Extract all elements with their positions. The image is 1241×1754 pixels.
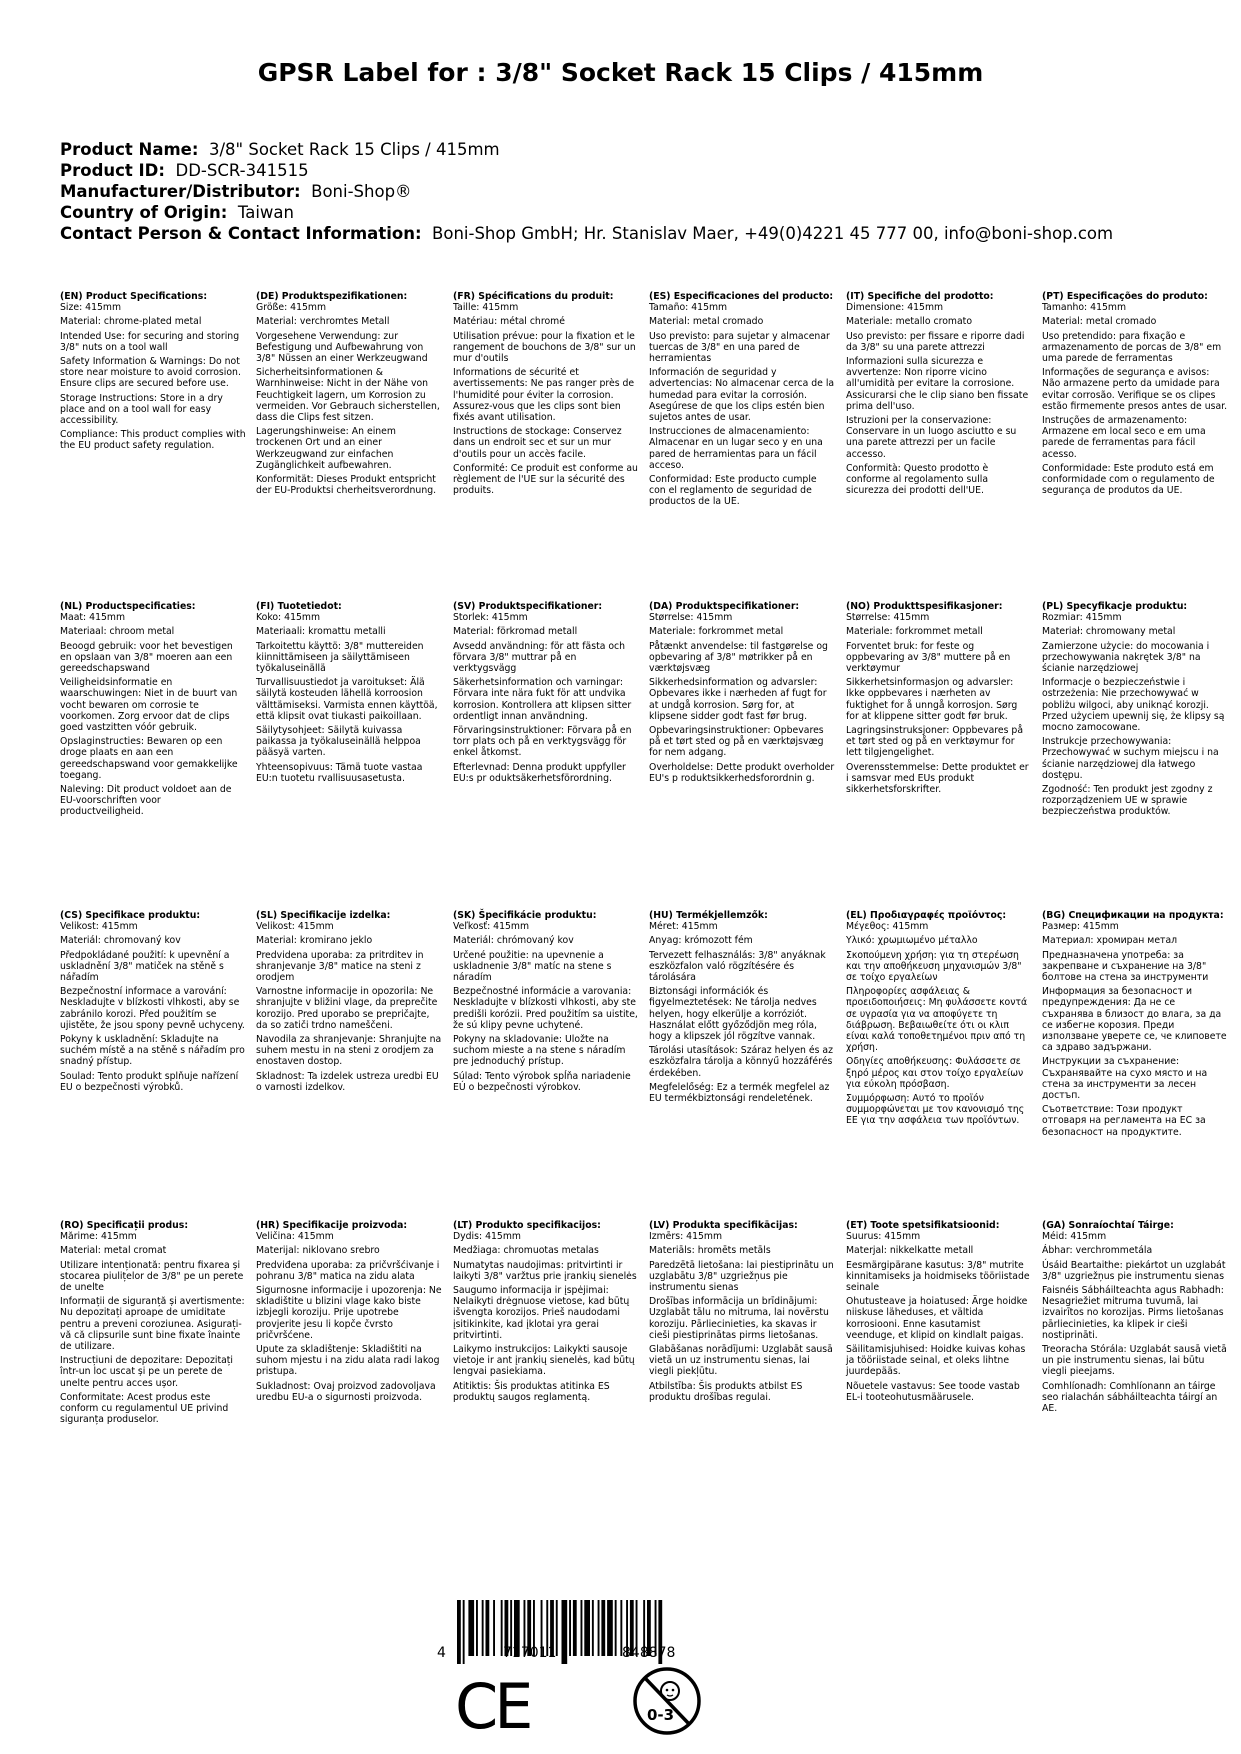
spec-line: Zamierzone użycie: do mocowania i przechowywania nakrętek 3/8" na ścianie narzędziowej — [1042, 640, 1210, 675]
spec-line: Overholdelse: Dette produkt overholder EU's p roduktsikkerhedsforordnin g. — [649, 761, 835, 784]
header-row — [60, 181, 1113, 202]
spec-line: Materiál: chrómovaný kov — [453, 935, 574, 947]
barcode-lead-digit: 4 — [437, 1645, 446, 1661]
spec-block — [649, 910, 835, 1107]
spec-block — [256, 601, 442, 787]
spec-line: Tervezett felhasználás: 3/8" anyáknak eszközfalon való rögzítésére és tárolására — [649, 949, 826, 984]
spec-block — [1042, 1220, 1228, 1417]
spec-block-title: (SV) Produktspecifikationer: — [453, 601, 603, 612]
spec-line: Uso previsto: per fissare e riporre dadi da 3/8" su una parete attrezzi — [846, 330, 1025, 353]
barcode-bar — [584, 1600, 590, 1656]
spec-line: Instructions de stockage: Conservez dans un endroit sec et sur un mur d'outils pour un accès facile. — [453, 426, 622, 460]
spec-block — [846, 601, 1032, 798]
spec-line: Σκοπούμενη χρήση: για τη στερέωση και την αποθήκευση μηχανισμών 3/8" σε τοίχο εργαλείων — [846, 949, 1022, 984]
spec-line: Velikost: 415mm — [256, 921, 334, 933]
spec-block — [256, 1220, 442, 1406]
ce-mark: CE — [455, 1670, 530, 1743]
spec-line: Drošības informācija un brīdinājumi: Uzglabāt tālu no mitruma, lai novērstu koroziju. Pārliecinieties, ka skavas ir cieši piestiprinātas pirms lietošanas. — [649, 1296, 829, 1341]
spec-line: Atbilstība: Šis produkts atbilst ES produktu drošības regulai. — [649, 1380, 803, 1403]
spec-line: Pokyny na skladovanie: Uložte na suchom mieste a na stene s náradím pre jednoduchý prístup. — [453, 1034, 626, 1068]
spec-line: Istruzioni per la conservazione: Conservare in un luogo asciutto e su una parete attrezzi per un facile accesso. — [846, 415, 1017, 460]
spec-line: Storlek: 415mm — [453, 612, 528, 624]
spec-block — [453, 601, 639, 787]
spec-block-title: (BG) Спецификации на продукта: — [1042, 910, 1224, 921]
spec-block-title: (IT) Specifiche del prodotto: — [846, 291, 994, 302]
barcode-bar — [486, 1600, 490, 1656]
spec-line: Conformité: Ce produit est conforme au règlement de l'UE sur la sécurité des produits. — [453, 462, 638, 497]
spec-line: Информация за безопасност и предупреждения: Да не се съхранява в близост до влага, за да се избегне корозия. Преди използване уверете се, че клиповете са здраво задържани. — [1042, 986, 1227, 1054]
spec-block-title: (PT) Especificações do produto: — [1042, 291, 1208, 302]
spec-line: Størrelse: 415mm — [846, 612, 930, 624]
spec-block-title: (DE) Produktspezifikationen: — [256, 291, 408, 302]
spec-line: Säilitamisjuhised: Hoidke kuivas kohas ja tööriistade seinal, et oleks lihtne juurdepääs. — [846, 1344, 1026, 1378]
spec-line: Utilisation prévue: pour la fixation et le rangement de bouchons de 3/8" sur un mur d'outils — [453, 330, 636, 365]
barcode-bar — [592, 1600, 594, 1656]
spec-line: Forventet bruk: for feste og oppbevaring av 3/8" muttere på en verktøymur — [846, 640, 1011, 675]
barcode-bar — [601, 1600, 605, 1656]
spec-line: Laikymo instrukcijos: Laikykti sausoje vietoje ir ant įrankių sienelės, kad būtų lengvai pasiekiama. — [453, 1344, 635, 1378]
spec-line: Upute za skladištenje: Skladištiti na suhom mjestu i na zidu alata radi lakog pristupa. — [256, 1344, 440, 1378]
spec-line: Matériau: métal chromé — [453, 316, 565, 328]
spec-line: Opslaginstructies: Bewaren op een droge plaats en aan een gereedschapswand voor gemakkelijke toegang. — [60, 736, 238, 781]
spec-block-title: (EN) Product Specifications: — [60, 291, 208, 302]
spec-line: Størrelse: 415mm — [649, 612, 733, 624]
spec-line: Vorgesehene Verwendung: zur Befestigung und Aufbewahrung von 3/8" Nüssen an einer Werkzeugwand — [256, 330, 428, 365]
spec-line: Instrukcje przechowywania: Przechowywać w suchym miejscu i na ścianie narzędziowej dla łatwego dostępu. — [1042, 736, 1219, 781]
spec-line: Avsedd användning: för att fästa och förvara 3/8" muttrar på en verktygsvägg — [453, 640, 626, 675]
spec-line: Úsáid Beartaithe: piekártot un uzglabát 3/8" uzgriežņus pie instrumentu sienas — [1042, 1259, 1226, 1282]
barcode-bar — [493, 1600, 495, 1656]
header-label: Product Name: — [60, 140, 199, 159]
header-label: Product ID: — [60, 161, 165, 180]
spec-line: Taille: 415mm — [453, 302, 519, 314]
age-warning-icon — [632, 1665, 702, 1737]
spec-line: Säkerhetsinformation och varningar: Förvara inte nära fukt för att undvika korrosion. Kontrollera att klipsen sitter ordentligt innan användning. — [453, 677, 632, 722]
spec-line: Sikkerhetsinformasjon og advarsler: Ikke oppbevares i nærheten av fuktighet for å unngå korrosjon. Sørg for at klippene sitter godt før bruk. — [846, 677, 1018, 722]
spec-line: Инструкции за съхранение: Съхранявайте на сухо място и на стена за инструменти за лесен достъп. — [1042, 1056, 1208, 1102]
barcode-bar — [468, 1600, 474, 1656]
spec-line: Informazioni sulla sicurezza e avvertenze: Non riporre vicino all'umidità per evitare la corrosione. Assicurarsi che le clip siano ben fissate prima dell'uso. — [846, 356, 1029, 412]
spec-line: Conformidad: Este producto cumple con el reglamento de seguridad de productos de la UE. — [649, 474, 817, 508]
spec-line: Overensstemmelse: Dette produktet er i samsvar med EUs produkt sikkerhetsforskrifter. — [846, 761, 1029, 796]
spec-block — [1042, 910, 1228, 1141]
spec-block — [1042, 291, 1228, 499]
spec-line: Suurus: 415mm — [846, 1231, 921, 1243]
spec-line: Materiale: metallo cromato — [846, 316, 973, 328]
spec-line: Material: verchromtes Metall — [256, 316, 390, 328]
spec-block — [453, 910, 639, 1096]
spec-line: Materjal: nikkelkatte metall — [846, 1245, 974, 1257]
spec-line: Treoracha Stórála: Uzglabát sausā vietā un pie instrumentu sienas, lai būtu viegli pieejams. — [1042, 1344, 1227, 1378]
spec-line: Tamaño: 415mm — [649, 302, 728, 314]
spec-block-title: (FR) Spécifications du produit: — [453, 291, 614, 302]
spec-line: Size: 415mm — [60, 302, 122, 314]
spec-line: Materiale: forkrommet metal — [649, 626, 784, 638]
spec-block-title: (RO) Specificații produs: — [60, 1220, 189, 1231]
spec-line: Размер: 415mm — [1042, 921, 1119, 933]
spec-line: Μέγεθος: 415mm — [846, 921, 929, 933]
spec-line: Bezpečnostné informácie a varovania: Neskladujte v blízkosti vlhkosti, aby ste predišli korózii. Pred použitím sa uistite, že sú klipy pevne uchytené. — [453, 986, 638, 1031]
barcode-right-digits: 848878 — [622, 1645, 676, 1661]
spec-line: Predvidena uporaba: za pritrditev in shranjevanje 3/8" matice na steni z orodjem — [256, 949, 424, 984]
header-row — [60, 202, 1113, 223]
spec-line: Konformität: Dieses Produkt entspricht der EU-Produktsi cherheitsverordnung. — [256, 474, 437, 497]
spec-block — [256, 910, 442, 1096]
spec-block-title: (PL) Specyfikacje produktu: — [1042, 601, 1188, 612]
spec-block-title: (ES) Especificaciones del producto: — [649, 291, 834, 302]
spec-line: Sicherheitsinformationen & Warnhinweise: Nicht in der Nähe von Feuchtigkeit lagern, um Korrosion zu vermeiden. Vor Gebrauch sicherstellen, dass die Clips fest sitzen. — [256, 367, 440, 424]
spec-line: Predviđena uporaba: za pričvršćivanje i pohranu 3/8" matica na zidu alata — [256, 1259, 440, 1282]
spec-block — [60, 1220, 246, 1428]
spec-line: Medžiaga: chromuotas metalas — [453, 1245, 599, 1257]
spec-line: Saugumo informacija ir įspėjimai: Nelaikyti drėgnuose vietose, kad būtų išvengta korozijos. Prieš naudodami įsitikinkite, kad įklotai yra gerai pritvirtinti. — [453, 1285, 630, 1341]
spec-line: Συμμόρφωση: Αυτό το προϊόν συμμορφώνεται με τον κανονισμό της ΕΕ για την ασφάλεια των προϊόντων. — [846, 1093, 1025, 1127]
barcode-bar — [607, 1600, 613, 1656]
spec-line: Materiaal: chroom metal — [60, 626, 175, 638]
spec-line: Tamanho: 415mm — [1042, 302, 1127, 314]
spec-block — [1042, 601, 1228, 821]
spec-block — [649, 1220, 835, 1406]
spec-block — [649, 291, 835, 511]
spec-line: Ábhar: verchrommetála — [1042, 1245, 1153, 1257]
spec-line: Biztonsági információk és figyelmeztetések: Ne tárolja nedves helyen, hogy elkerülje a korróziót. Használat előtt győződjön meg róla, hogy a klipszek jól rögzítve vannak. — [649, 986, 817, 1043]
spec-block-title: (LT) Produkto specifikacijos: — [453, 1220, 601, 1231]
spec-line: Πληροφορίες ασφάλειας & προειδοποιήσεις: Μη φυλάσσετε κοντά σε υγρασία για να αποφύγετε τη διάβρωση. Βεβαιωθείτε ότι οι κλιπ είναι καλά τοποθετημένοι πριν από τη χρήση. — [846, 986, 1028, 1054]
header-label: Manufacturer/Distributor: — [60, 182, 301, 201]
spec-line: Compliance: This product complies with the EU product safety regulation. — [60, 429, 246, 452]
spec-line: Súlad: Tento výrobok spĺňa nariadenie EÚ o bezpečnosti výrobkov. — [453, 1070, 631, 1093]
spec-block-title: (DA) Produktspecifikationer: — [649, 601, 800, 612]
spec-line: Οδηγίες αποθήκευσης: Φυλάσσετε σε ξηρό μέρος και στον τοίχο εργαλείων για εύκολη πρόσβαση. — [846, 1056, 1024, 1090]
spec-line: Säilytysohjeet: Säilytä kuivassa paikassa ja työkaluseinällä helppoa pääsyä varten. — [256, 725, 421, 759]
spec-line: Comhlíonadh: Comhlíonann an táirge seo rialachán sábháilteachta táirgí an AE. — [1042, 1380, 1218, 1415]
spec-line: Safety Information & Warnings: Do not store near moisture to avoid corrosion. Ensure clips are secured before use. — [60, 356, 241, 390]
spec-line: Megfelelőség: Ez a termék megfelel az EU termékbiztonsági rendeletének. — [649, 1081, 830, 1105]
spec-line: Beoogd gebruik: voor het bevestigen en opslaan van 3/8" moeren aan een gereedschapswand — [60, 640, 233, 675]
barcode-bar — [476, 1600, 478, 1656]
spec-line: Materiaali: kromattu metalli — [256, 626, 386, 638]
spec-line: Tarkoitettu käyttö: 3/8" muttereiden kiinnittämiseen ja säilyttämiseen työkaluseinällä — [256, 640, 424, 675]
spec-line: Materiał: chromowany metal — [1042, 626, 1176, 638]
spec-block — [846, 910, 1032, 1130]
spec-block-title: (EL) Προδιαγραφές προϊόντος: — [846, 910, 1007, 921]
spec-line: Materiál: chromovaný kov — [60, 935, 181, 947]
spec-line: Atitiktis: Šis produktas atitinka ES produktų saugos reglamentą. — [453, 1380, 610, 1403]
spec-block — [453, 1220, 639, 1406]
spec-line: Conformitate: Acest produs este conform cu regulamentul UE privind siguranța produselor. — [60, 1391, 229, 1426]
page-title: GPSR Label for : 3/8" Socket Rack 15 Clips / 415mm — [257, 58, 984, 87]
spec-block — [846, 291, 1032, 499]
spec-line: Faisnéis Sábháilteachta agus Rabhadh: Nesagriežiet mitruma tuvumā, lai izvairītos no korozijas. Pirms lietošanas pārliecinieties, ka klipek ir cieši nostiprināti. — [1042, 1285, 1224, 1341]
spec-block-title: (CS) Specifikace produktu: — [60, 910, 201, 921]
spec-line: Eesmärgipärane kasutus: 3/8" mutrite kinnitamiseks ja hoidmiseks tööriistade seinale — [846, 1259, 1030, 1294]
spec-line: Intended Use: for securing and storing 3/8" nuts on a tool wall — [60, 330, 240, 353]
spec-line: Opbevaringsinstruktioner: Opbevares på et tørt sted og på en værktøjsvæg for nem adgang. — [649, 725, 824, 759]
spec-line: Предназначена употреба: за закрепване и съхранение на 3/8" болтове на стена за инструменти — [1042, 949, 1209, 984]
spec-line: Sikkerhedsinformation og advarsler: Opbevares ikke i nærheden af fugt for at undgå korrosion. Sørg for, at klipsene sidder godt fast før brug. — [649, 677, 827, 722]
header-label: Country of Origin: — [60, 203, 228, 222]
spec-line: Uso previsto: para sujetar y almacenar tuercas de 3/8" en una pared de herramientas — [649, 330, 830, 365]
spec-line: Rozmiar: 415mm — [1042, 612, 1122, 624]
spec-line: Conformidade: Este produto está em conformidade com o regulamento de segurança de produtos da UE. — [1042, 462, 1215, 497]
spec-line: Material: chrome-plated metal — [60, 316, 202, 328]
spec-line: Paredzētā lietošana: lai piestiprinātu un uzglabātu 3/8" uzgriežņus pie instrumentu sienas — [649, 1259, 834, 1294]
spec-block-title: (ET) Toote spetsifikatsioonid: — [846, 1220, 1000, 1231]
spec-line: Mărime: 415mm — [60, 1231, 137, 1243]
barcode-bar — [463, 1600, 465, 1664]
spec-line: Storage Instructions: Store in a dry place and on a tool wall for easy accessibility. — [60, 392, 223, 427]
spec-line: Naleving: Dit product voldoet aan de EU-voorschriften voor productveiligheid. — [60, 784, 232, 818]
spec-block — [256, 291, 442, 499]
spec-line: Ohutusteave ja hoiatused: Ärge hoidke niiskuse läheduses, et vältida korrosiooni. Enne kasutamist veenduge, et klipid on kindlalt paigas. — [846, 1296, 1028, 1341]
spec-line: Información de seguridad y advertencias: No almacenar cerca de la humedad para evitar la corrosión. Asegúrese de que los clips estén bien sujetos antes de usar. — [649, 367, 835, 424]
spec-block — [846, 1220, 1032, 1406]
spec-line: Izmērs: 415mm — [649, 1231, 723, 1243]
spec-line: Material: metal cromado — [649, 316, 764, 328]
spec-line: Förvaringsinstruktioner: Förvara på en torr plats och på en verktygsvägg för enkel åtkomst. — [453, 725, 632, 759]
spec-line: Påtænkt anvendelse: til fastgørelse og opbevaring af 3/8" møtrikker på en værktøjsvæg — [649, 640, 828, 675]
spec-line: Bezpečnostní informace a varování: Neskladujte v blízkosti vlhkosti, aby se zabránilo korozi. Před použitím se ujistěte, že jsou spony pevně uchyceny. — [60, 986, 245, 1031]
spec-line: Informations de sécurité et avertissements: Ne pas ranger près de l'humidité pour éviter la corrosion. Assurez-vous que les clips sont bien fixés avant utilisation. — [453, 367, 635, 424]
spec-line: Material: kromirano jeklo — [256, 935, 373, 947]
spec-line: Sigurnosne informacije i upozorenja: Ne skladištite u blizini vlage kako biste izbjegli koroziju. Prije upotrebe provjerite jesu li kopče čvrsto pričvršćene. — [256, 1285, 442, 1341]
spec-line: Glabāšanas norādījumi: Uzglabāt sausā vietā un uz instrumentu sienas, lai viegli piekļūtu. — [649, 1344, 833, 1378]
spec-line: Určené použitie: na upevnenie a uskladnenie 3/8" matíc na stene s náradím — [453, 949, 612, 984]
spec-line: Informações de segurança e avisos: Não armazene perto da umidade para evitar corrosão. Verifique se os clipes estão firmemente presos antes de usar. — [1042, 367, 1228, 412]
spec-line: Navodila za shranjevanje: Shranjujte na suhem mestu in na steni z orodjem za enostaven dostop. — [256, 1034, 442, 1068]
spec-line: Съответствие: Този продукт отговаря на регламента на ЕС за безопасност на продуктите. — [1042, 1104, 1206, 1138]
spec-line: Instrucțiuni de depozitare: Depozitați într-un loc uscat și pe un perete de unelte pentru acces ușor. — [60, 1355, 234, 1389]
spec-block-title: (HR) Specifikacije proizvoda: — [256, 1220, 408, 1231]
barcode-left-digits: 717011 — [503, 1645, 557, 1661]
spec-line: Pokyny k uskladnění: Skladujte na suchém místě a na stěně s nářadím pro snadný přístup. — [60, 1034, 245, 1068]
header-value: Taiwan — [237, 203, 294, 222]
spec-block-title: (NL) Productspecificaties: — [60, 601, 196, 612]
spec-line: Informații de siguranță și avertismente: Nu depozitați aproape de umiditate pentru a preveni coroziunea. Asigurați-vă că clipsurile sunt bine fixate înainte de utilizare. — [60, 1296, 245, 1353]
spec-block-title: (NO) Produkttspesifikasjoner: — [846, 601, 1003, 612]
spec-line: Υλικό: χρωμιωμένο μέταλλο — [846, 935, 978, 947]
spec-block — [60, 291, 246, 455]
spec-line: Instruções de armazenamento: Armazene em local seco e em uma parede de ferramentas para fácil acesso. — [1042, 415, 1206, 460]
spec-line: Informacje o bezpieczeństwie i ostrzeżenia: Nie przechowywać w pobliżu wilgoci, aby uniknąć korozji. Przed użyciem upewnij się, że klipsy są mocno zamocowane. — [1042, 677, 1225, 734]
spec-line: Utilizare intenționată: pentru fixarea și stocarea piulițelor de 3/8" pe un perete de unelte — [60, 1259, 244, 1294]
spec-block — [453, 291, 639, 499]
spec-line: Koko: 415mm — [256, 612, 321, 624]
barcode-bar — [598, 1600, 600, 1656]
spec-line: Größe: 415mm — [256, 302, 327, 314]
spec-block-title: (HU) Termékjellemzők: — [649, 910, 768, 921]
spec-line: Dimensione: 415mm — [846, 302, 944, 314]
spec-line: Nõuetele vastavus: See toode vastab EL-i tooteohutusmäärusele. — [846, 1380, 1020, 1403]
spec-block — [60, 601, 246, 821]
spec-line: Lagerungshinweise: An einem trockenen Ort und an einer Werkzeugwand zur einfachen Zugänglichkeit aufbewahren. — [256, 426, 396, 471]
barcode-bar — [615, 1600, 617, 1656]
product-header — [60, 139, 1113, 244]
barcode-bar — [457, 1600, 461, 1664]
header-label: Contact Person & Contact Information: — [60, 224, 422, 243]
spec-line: Materijal: niklovano srebro — [256, 1245, 380, 1257]
spec-line: Maat: 415mm — [60, 612, 126, 624]
spec-line: Yhteensopivuus: Tämä tuote vastaa EU:n tuotetu rvallisuusasetusta. — [256, 761, 423, 784]
barcode-bar — [573, 1600, 577, 1656]
spec-line: Zgodność: Ten produkt jest zgodny z rozporządzeniem UE w sprawie bezpieczeństwa produktów. — [1042, 784, 1213, 818]
spec-block — [649, 601, 835, 787]
spec-block — [60, 910, 246, 1096]
header-row — [60, 223, 1113, 244]
barcode-bar — [581, 1600, 583, 1656]
barcode-bar — [569, 1600, 571, 1656]
spec-line: Material: förkromad metall — [453, 626, 578, 638]
spec-line: Materiāls: hromēts metāls — [649, 1245, 771, 1257]
spec-block-title: (FI) Tuotetiedot: — [256, 601, 342, 612]
header-row — [60, 139, 1113, 160]
spec-line: Материал: хромиран метал — [1042, 935, 1178, 947]
spec-line: Materiale: forkrommet metall — [846, 626, 983, 638]
spec-line: Varnostne informacije in opozorila: Ne shranjujte v bližini vlage, da preprečite korozijo. Pred uporabo se prepričajte, da so zatiči trdno nameščeni. — [256, 986, 438, 1031]
spec-block-title: (SL) Specifikacije izdelka: — [256, 910, 391, 921]
spec-line: Material: metal cromat — [60, 1245, 167, 1257]
spec-line: Veiligheidsinformatie en waarschuwingen: Niet in de buurt van vocht bewaren om corrosie te voorkomen. Zorg ervoor dat de clips goed vastzitten vóór gebruik. — [60, 677, 238, 734]
spec-line: Veľkosť: 415mm — [453, 921, 530, 933]
spec-line: Anyag: krómozott fém — [649, 935, 753, 947]
spec-line: Material: metal cromado — [1042, 316, 1157, 328]
spec-block-title: (LV) Produkta specifikācijas: — [649, 1220, 798, 1231]
spec-block-title: (SK) Špecifikácie produktu: — [453, 910, 597, 921]
spec-line: Soulad: Tento produkt splňuje nařízení EU o bezpečnosti výrobků. — [60, 1070, 239, 1093]
header-value: DD-SCR-341515 — [175, 161, 309, 180]
spec-line: Turvallisuustiedot ja varoitukset: Älä säilytä kosteuden lähellä korroosion välttämiseksi. Varmista ennen käyttöä, että klipsit ovat tiukasti paikoillaan. — [256, 677, 438, 722]
spec-line: Conformità: Questo prodotto è conforme al regolamento sulla sicurezza dei prodotti dell'UE. — [846, 462, 989, 497]
spec-line: Méid: 415mm — [1042, 1231, 1107, 1243]
spec-line: Méret: 415mm — [649, 921, 718, 933]
spec-line: Velikost: 415mm — [60, 921, 138, 933]
age-label: 0-3 — [647, 1706, 675, 1724]
spec-line: Předpokládané použití: k upevnění a uskladnění 3/8" matiček na stěně s nářadím — [60, 949, 230, 984]
spec-line: Sukladnost: Ovaj proizvod zadovoljava uredbu EU-a o sigurnosti proizvoda. — [256, 1380, 436, 1403]
header-value: Boni-Shop GmbH; Hr. Stanislav Maer, +49(0)4221 45 777 00, info@boni-shop.com — [432, 224, 1114, 243]
header-row — [60, 160, 1113, 181]
spec-block-title: (GA) Sonraíochtaí Táirge: — [1042, 1220, 1174, 1231]
header-value: 3/8" Socket Rack 15 Clips / 415mm — [208, 140, 500, 159]
spec-line: Uso pretendido: para fixação e armazenamento de porcas de 3/8" em uma parede de ferramentas — [1042, 330, 1222, 365]
spec-line: Veličina: 415mm — [256, 1231, 334, 1243]
barcode-bar — [562, 1600, 568, 1664]
spec-line: Lagringsinstruksjoner: Oppbevares på et tørt sted og på en verktøymur for lett tilgjengelighet. — [846, 725, 1024, 759]
barcode-bar — [482, 1600, 484, 1656]
spec-line: Efterlevnad: Denna produkt uppfyller EU:s pr oduktsäkerhetsförordning. — [453, 761, 626, 784]
spec-line: Instrucciones de almacenamiento: Almacenar en un lugar seco y en una pared de herramientas para un fácil acceso. — [649, 426, 823, 471]
spec-line: Numatytas naudojimas: pritvirtinti ir laikyti 3/8" varžtus prie įrankių sienelės — [453, 1259, 637, 1282]
spec-line: Tárolási utasítások: Száraz helyen és az eszközfalra tárolja a könnyű hozzáférés érdekében. — [649, 1045, 834, 1079]
spec-line: Dydis: 415mm — [453, 1231, 521, 1243]
header-value: Boni-Shop® — [311, 182, 412, 201]
spec-line: Skladnost: Ta izdelek ustreza uredbi EU o varnosti izdelkov. — [256, 1070, 439, 1093]
